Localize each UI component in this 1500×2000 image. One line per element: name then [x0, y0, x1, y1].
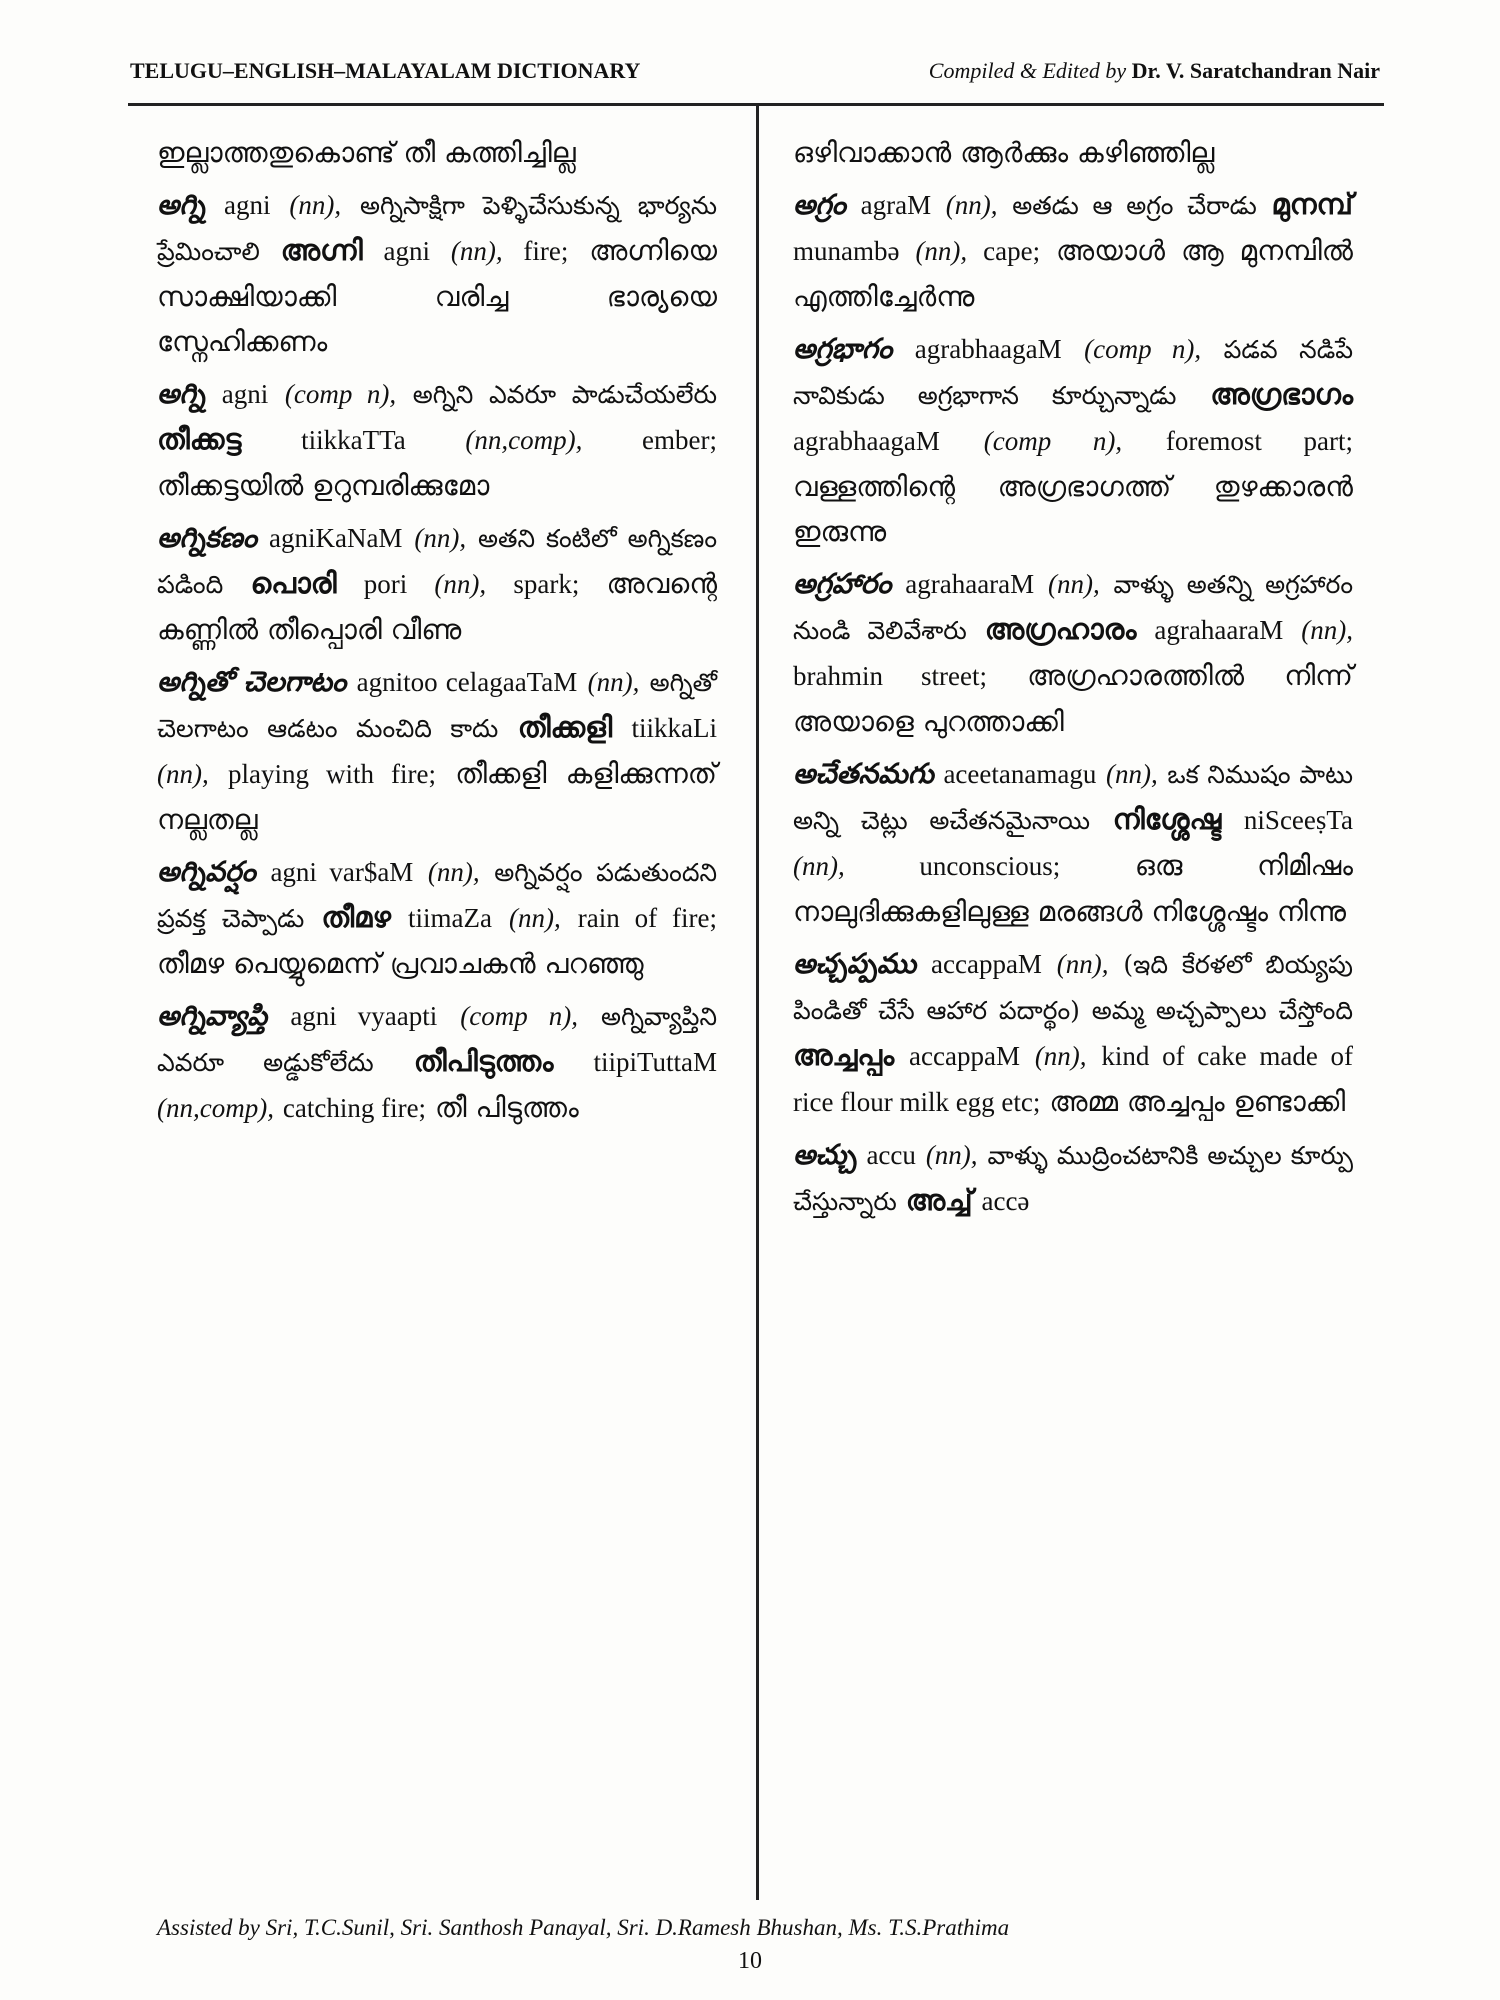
malayalam-headword: തീപിടുത്തം [413, 1044, 554, 1078]
malayalam-headword: അച്ച് [905, 1183, 973, 1217]
telugu-example: అగ్నిని ఎవరూ పాడుచేయలేరు [412, 380, 717, 409]
telugu-example: ఒక నిముషం పాటు అన్ని చెట్లు అచేతనమైనాయి [793, 760, 1354, 835]
telugu-headword: అగ్నివర్షం [157, 855, 256, 888]
transliteration: agraM [860, 190, 932, 220]
editor-credit [929, 58, 1380, 84]
part-of-speech: (nn), [1106, 759, 1158, 789]
transliteration: accappaM [931, 949, 1042, 979]
malayalam-headword: പൊരി [250, 566, 337, 600]
telugu-example: వాళ్ళు అతన్ని అగ్రహారం నుండి వెలివేశారు [793, 570, 1353, 645]
dictionary-title: TELUGU–ENGLISH–MALAYALAM DICTIONARY [130, 58, 641, 83]
transliteration: agrabhaagaM [914, 334, 1062, 364]
telugu-headword: అచ్చు [793, 1138, 857, 1171]
telugu-headword: అగ్నివ్యాప్తి [157, 999, 268, 1032]
english-gloss: rain of fire; [577, 903, 717, 933]
english-gloss: kind of cake made of rice flour milk egg etc; [793, 1041, 1354, 1117]
malayalam-transliteration: accappaM [909, 1041, 1020, 1071]
english-gloss: catching fire; [282, 1093, 427, 1123]
dictionary-entry [793, 561, 1353, 744]
column-divider [756, 106, 759, 1900]
english-gloss: cape; [983, 236, 1041, 266]
english-gloss: unconscious; [919, 851, 1061, 881]
malayalam-transliteration: tiikkaTTa [301, 425, 406, 455]
telugu-example: (ఇది కేరళలో బియ్యపు పిండితో చేసే ఆహార పదార్థం) అమ్మ అచ్చప్పాలు చేస్తోంది [793, 950, 1353, 1025]
dictionary-entry [157, 659, 717, 842]
malayalam-example: തീമഴ പെയ്യുമെന്ന് പ്രവാചകൻ പറഞ്ഞു [157, 947, 644, 980]
malayalam-transliteration: munambə [793, 236, 900, 266]
malayalam-example: തീ പിടുത്തം [434, 1091, 579, 1124]
telugu-headword: అచ్చప్పము [793, 947, 917, 980]
telugu-headword: అగ్ని [157, 188, 206, 221]
malayalam-example: അഗ്രഹാരത്തിൽ നിന്ന് അയാളെ പുറത്താക്കി [793, 659, 1353, 738]
english-gloss: playing with fire; [227, 759, 437, 789]
compiled-label: Compiled & Edited by [928, 58, 1127, 83]
part-of-speech: (comp n), [460, 1001, 578, 1031]
dictionary-entry [157, 849, 717, 986]
malayalam-text: ഇല്ലാത്തതുകൊണ്ട് തീ കത്തിച്ചില്ല [157, 136, 576, 169]
dictionary-entry [157, 130, 717, 175]
telugu-example: అగ్నివర్షం పడుతుందని ప్రవక్త చెప్పాడు [157, 858, 718, 933]
telugu-example: అతని కంటిలో అగ్నికణం పడింది [157, 524, 717, 599]
malayalam-transliteration: niSceeṣTa [1243, 805, 1353, 835]
malayalam-example: തീക്കളി കളിക്കുന്നത് നല്ലതല്ല [157, 757, 718, 836]
transliteration: aceetanamagu [943, 759, 1097, 789]
transliteration: agni var$aM [270, 857, 414, 887]
telugu-headword: అగ్రభాగం [793, 332, 893, 365]
telugu-headword: అగ్నితో చెలగాటం [157, 665, 347, 698]
dictionary-entry [793, 326, 1353, 554]
malayalam-transliteration: tiipiTuttaM [593, 1047, 717, 1077]
malayalam-example: ഒരു നിമിഷം നാലുദിക്കുകളിലുള്ള മരങ്ങൾ നിശ്ശേഷ്ടം നിന്നു [793, 849, 1353, 928]
telugu-headword: అగ్నికణం [157, 521, 258, 554]
english-gloss: ember; [642, 425, 717, 455]
footer-credit: Assisted by Sri, T.C.Sunil, Sri. Santhosh Panayal, Sri. D.Ramesh Bhushan, Ms. T.S.Prathima [157, 1915, 1010, 1940]
telugu-example: అతడు ఆ అగ్రం చేరాడు [1012, 191, 1257, 220]
telugu-headword: అగ్రహారం [793, 567, 892, 600]
malayalam-part-of-speech: (nn), [1301, 615, 1353, 645]
telugu-example: వాళ్ళు ముద్రించటానికి అచ్చుల కూర్పు చేస్తున్నారు [793, 1141, 1354, 1216]
dictionary-entry [793, 751, 1353, 934]
dictionary-entry [157, 993, 717, 1131]
malayalam-example: അമ്മ അച്ചപ്പം ഉണ്ടാക്കി [1049, 1085, 1346, 1118]
malayalam-part-of-speech: (nn,comp), [157, 1093, 274, 1123]
malayalam-transliteration: agrabhaagaM [793, 426, 940, 456]
telugu-headword: అగ్ని [157, 377, 206, 410]
malayalam-transliteration: tiikkaLi [631, 713, 717, 743]
dictionary-entry [793, 130, 1353, 175]
malayalam-transliteration: agni [383, 236, 431, 266]
left-column [157, 130, 717, 1138]
malayalam-headword: തീക്കളി [517, 710, 613, 744]
part-of-speech: (comp n), [284, 379, 397, 409]
transliteration: agrahaaraM [905, 569, 1035, 599]
dictionary-entry [793, 941, 1353, 1125]
part-of-speech: (nn), [289, 190, 342, 220]
malayalam-transliteration: tiimaZa [407, 903, 492, 933]
transliteration: accu [866, 1140, 916, 1170]
telugu-example: అగ్నిసాక్షిగా పెళ్ళిచేసుకున్న భార్యను ప్రేమించాలి [157, 191, 718, 266]
part-of-speech: (nn), [945, 190, 998, 220]
telugu-example: అగ్నివ్యాప్తిని ఎవరూ అడ్డుకోలేదు [157, 1002, 717, 1077]
part-of-speech: (nn), [587, 667, 640, 697]
malayalam-example: തീക്കട്ടയിൽ ഉറുമ്പരിക്കുമോ [157, 469, 490, 502]
malayalam-part-of-speech: (nn), [1034, 1041, 1087, 1071]
english-gloss: brahmin street; [793, 661, 987, 691]
part-of-speech: (nn), [1047, 569, 1100, 599]
malayalam-transliteration: accə [981, 1186, 1030, 1216]
part-of-speech: (comp n), [1084, 334, 1202, 364]
dictionary-entry [157, 371, 717, 508]
transliteration: agnitoo celagaaTaM [356, 667, 578, 697]
part-of-speech: (nn), [1056, 949, 1109, 979]
malayalam-headword: തീക്കട്ട [157, 422, 242, 456]
malayalam-part-of-speech: (nn), [508, 903, 561, 933]
right-column [793, 130, 1353, 1231]
telugu-example: పడవ నడిపే నావికుడు అగ్రభాగాన కూర్చున్నాడు [793, 335, 1354, 410]
malayalam-headword: അഗ്രഭാഗം [1210, 377, 1353, 411]
malayalam-example: അയാൾ ആ മുനമ്പിൽ എത്തിച്ചേർന്നു [793, 234, 1353, 313]
malayalam-headword: അച്ചപ്പം [793, 1038, 895, 1072]
part-of-speech: (nn), [414, 523, 467, 553]
malayalam-headword: അഗ്രഹാരം [984, 612, 1137, 646]
malayalam-example: ഒഴിവാക്കാൻ ആർക്കും കഴിഞ്ഞില്ല [793, 136, 1215, 169]
malayalam-part-of-speech: (comp n), [983, 426, 1123, 456]
malayalam-example: അഗ്നിയെ സാക്ഷിയാക്കി വരിച്ച ഭാര്യയെ സ്നേഹിക്കണം [157, 234, 718, 358]
english-gloss: fire; [523, 236, 569, 266]
part-of-speech: (nn), [925, 1140, 978, 1170]
malayalam-part-of-speech: (nn), [793, 851, 845, 881]
malayalam-headword: അഗ്നി [280, 233, 363, 267]
running-header [130, 58, 1380, 84]
malayalam-example: അവന്റെ കണ്ണിൽ തീപ്പൊരി വീണു [157, 567, 718, 646]
dictionary-entry [157, 515, 717, 652]
malayalam-transliteration: pori [363, 569, 408, 599]
malayalam-transliteration: agrahaaraM [1154, 615, 1284, 645]
telugu-headword: అగ్రం [793, 188, 846, 221]
malayalam-part-of-speech: (nn), [450, 236, 503, 266]
transliteration: agniKaNaM [268, 523, 403, 553]
malayalam-part-of-speech: (nn), [915, 236, 968, 266]
page-number: 10 [738, 1948, 762, 1974]
transliteration: agni [224, 190, 271, 220]
dictionary-entry [793, 1132, 1353, 1224]
telugu-headword: అచేతనమగు [793, 757, 934, 790]
dictionary-entry [157, 182, 717, 364]
part-of-speech: (nn), [427, 857, 480, 887]
transliteration: agni vyaapti [290, 1001, 438, 1031]
malayalam-headword: മുനമ്പ് [1271, 187, 1353, 221]
malayalam-part-of-speech: (nn), [434, 569, 487, 599]
malayalam-example: വള്ളത്തിന്റെ അഗ്രഭാഗത്ത് തുഴക്കാരൻ ഇരുന്നു [793, 470, 1353, 548]
malayalam-part-of-speech: (nn,comp), [465, 425, 583, 455]
dictionary-entry [793, 182, 1353, 319]
malayalam-headword: തീമഴ [321, 900, 391, 934]
transliteration: agni [221, 379, 269, 409]
english-gloss: foremost part; [1165, 426, 1353, 456]
editor-name: Dr. V. Saratchandran Nair [1131, 58, 1380, 83]
malayalam-part-of-speech: (nn), [157, 759, 209, 789]
english-gloss: spark; [513, 569, 580, 599]
malayalam-headword: നിശ്ശേഷ്ട [1112, 802, 1222, 836]
telugu-example: అగ్నితో చెలగాటం ఆడటం మంచిది కాదు [157, 668, 718, 743]
